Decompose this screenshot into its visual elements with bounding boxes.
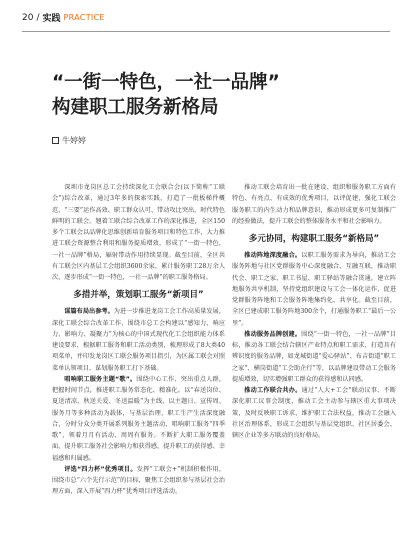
- page-number: 20: [22, 12, 34, 23]
- paragraph: [232, 250, 396, 329]
- paragraph-lead: 推动阵地深度融合。: [244, 252, 302, 259]
- paragraph-lead: 评选“四力杯”优秀项目。: [64, 465, 137, 473]
- page-header: [22, 11, 105, 24]
- paragraph-lead: 谋篇布局出参考。: [64, 308, 114, 316]
- intro-paragraph: 深圳市龙岗区总工会持续深化工会联合会(以下简称“工联会”)综合改革，通过3年多的探索实践，打造了一批板梯件概范、“三要”运作高效、职工群众认可、带动攻比突出、时代特色鲜明的工联会。翘着工联合综合改革工作的深化推进，全区150多个工联会以品牌化思维创新培育服务项目和特色工作，大力推进工联会资源整合利用和服务提质增效，形成了“一街一特色，一社一品牌”格局，辐射带动作用持续显现。截至目前，全区共有工联会区内基层工会组织3600余家，累计服务职工28万余人次，逐步形成“一街一特色，一社一品牌”的职工服务格局。: [52, 184, 225, 281]
- right-column: [232, 182, 396, 554]
- header-separator: /: [36, 12, 40, 23]
- paragraph: [52, 374, 225, 464]
- paragraph-text: 为进一步推进龙岗工会工作高质量发展，深化工联会综合改革工作，围绕市总工会构建以“感知力、响应力、影响力、凝聚力”为核心的中国式现代化工会组织能力体系建设要求，根据职工服务和职工活动类别，梳理形成了8大类40项菜单，并印发龙岗区工联会服务项目指引，为区属工联会对照菜单认领项目、谋划服务职工打下基础。: [52, 308, 225, 372]
- paragraph-text: 围绕“一街一特色，一社一品牌”目标，推动各工联会结合辖区产业特点和职工需求，打造具有辨识度的服务品牌，如龙城街道“爱心驿站”、布吉街道“职工之家”、横岗街道“工会助企行”等，以品牌建设带动工会服务提质增效，切实增强职工群众的获得感和认同感。: [232, 330, 396, 383]
- paragraph-lead: 推动工作联合共办。: [244, 387, 302, 394]
- section-heading-2: 多元协同，构建职工服务“新格局”: [248, 234, 380, 244]
- header-rule: [22, 31, 390, 32]
- section-name-en: PRACTICE: [63, 13, 105, 22]
- title-line-1: “一街一特色，一社一品牌”: [52, 72, 280, 93]
- paragraph-text: 围绕中心工作、突出重点人群，把握时间节点，推进职工服务常态化、精准化。以“春送岗位、夏送清凉、秋送关爱、冬送温暖”为主线，以主题日、宣传周、服务月等多种活动为载体，与基层治理、职工生产生活深度融合，分时分众分类开展系列服务主题活动，唱响职工服务“四季歌”，领着月月有活动、周周有服务。不断扩大职工服务覆盖面，提升职工服务社会影响力和获得感，提升职工的获得感、幸福感和归属感。: [52, 375, 225, 462]
- paragraph: [52, 306, 225, 374]
- author-byline: [52, 135, 86, 146]
- paragraph: [52, 464, 225, 498]
- paragraph-text: 通过“人大+工会”联动议事、不断深化职工议事会制度，推动工会主动参与辖区重大事项决策，及时反映职工诉求，维护职工合法权益，推动工会融入社区治理体系，形成工会组织与基层党组织、社区居委会、辖区企业等多方联动的良好格局。: [232, 387, 396, 439]
- section-heading-1: 多措并举，策划职工服务“新项目”: [73, 290, 204, 301]
- article-title: [52, 70, 382, 120]
- paragraph: [232, 329, 396, 385]
- paragraph-lead: 唱响职工服务主题“歌”。: [64, 375, 137, 383]
- paragraph-text: 发挥“工联会+”机制积极作用，围绕市总“六个先行示范”的目标，聚焦工会组织参与基层社会治理方面，深入开展“四力杯”优秀项目评选活动。: [52, 465, 225, 496]
- title-line-2: 构建职工服务新格局: [52, 97, 219, 118]
- paragraph-lead: 推动服务品牌创建。: [244, 330, 302, 338]
- section-name: 实践: [42, 14, 61, 24]
- author-name: 牛婷婷: [62, 136, 86, 145]
- square-bullet-icon: [52, 137, 59, 144]
- left-column: [52, 182, 225, 554]
- paragraph: [232, 385, 396, 441]
- paragraph-text: 以职工服务需求为导向，推动工会服务阵地与社区党群服务中心深度融合、互融互联，推动职代会、职工之家、职工书屋、职工驿站等融合贯通，建立阵地服务共享机制，坚持党组织建设与工会一体化运作，促进党群服务阵地和工会服务阵地集约化、共享化。截至目前，全区已建成职工服务阵地300余个，打通服务职工“最后一公里”。: [232, 252, 396, 327]
- paragraph: 推动工联会培育出一批在建设、组织和服务职工方面有特色、有亮点、有成效的优秀项目，以评促建，强化工联会服务职工的内生动力和品牌意识，推动形成更多可复制推广的经验做法，提升工联会的整体服务水平和社会影响力。: [232, 184, 396, 225]
